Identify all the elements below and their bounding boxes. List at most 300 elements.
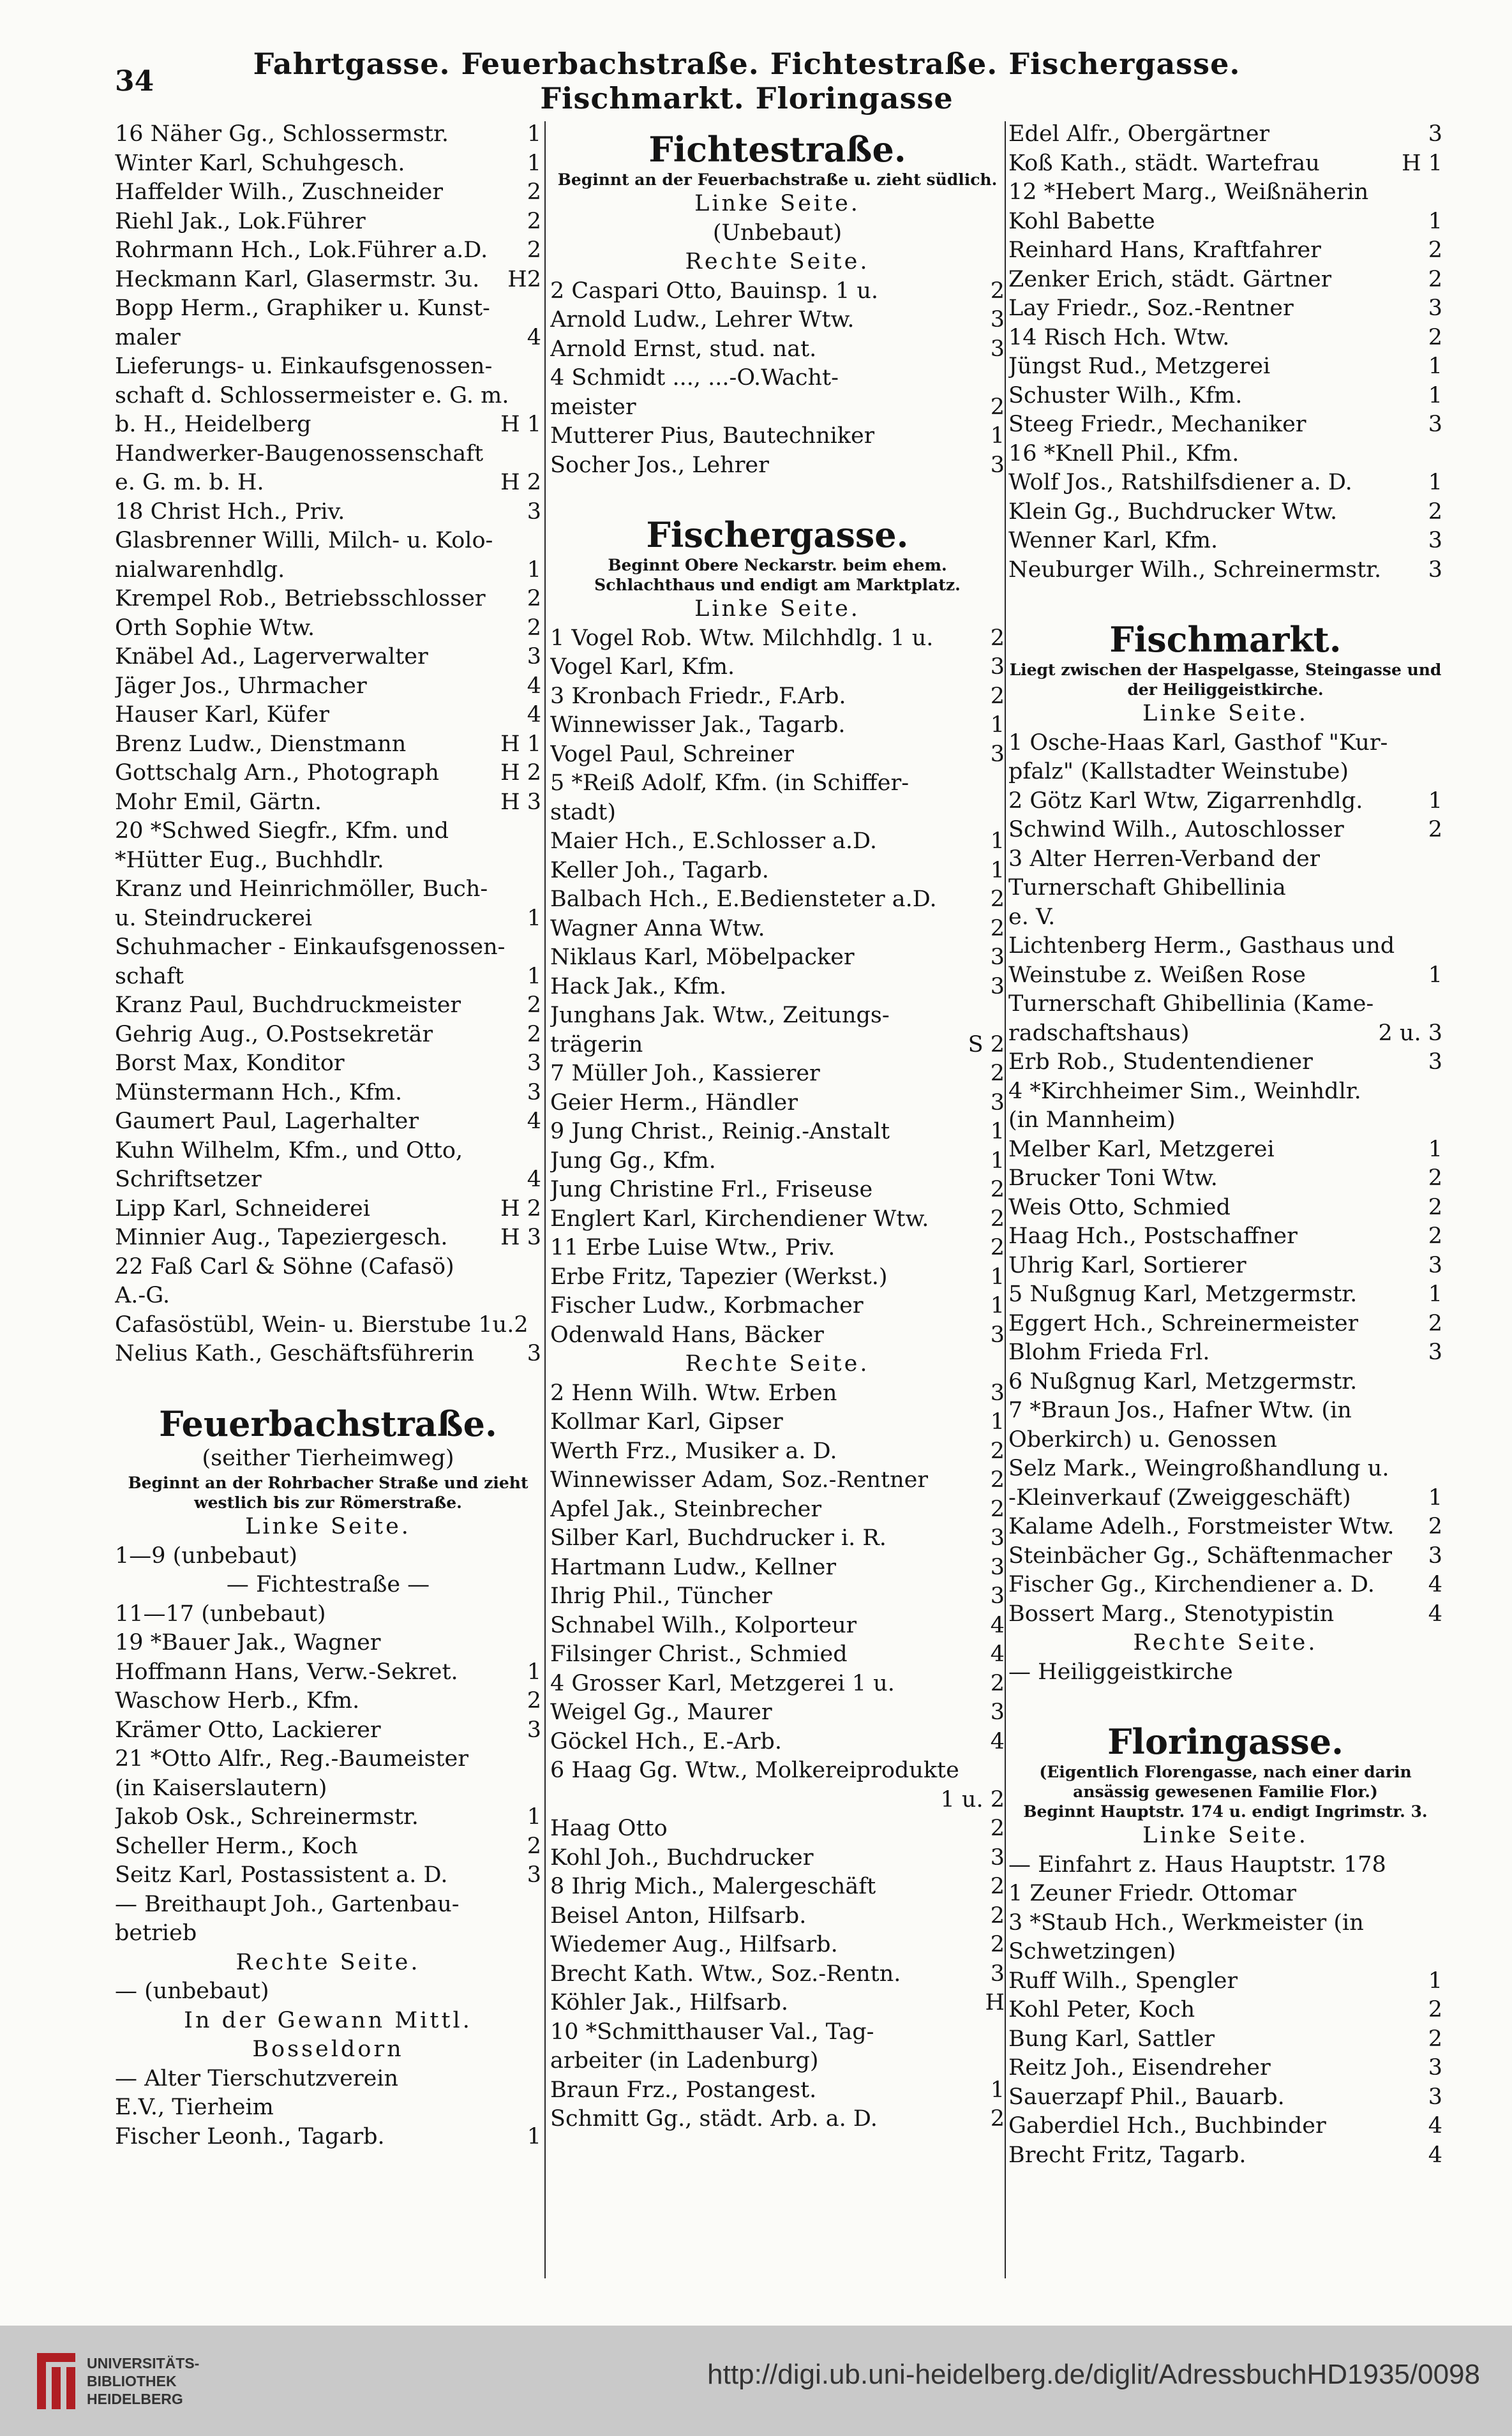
spacer	[1008, 1687, 1442, 1712]
entry-text: 7 *Braun Jos., Hafner Wtw. (in	[1008, 1398, 1352, 1423]
entry-text: Socher Jos., Lehrer	[550, 452, 769, 478]
directory-entry	[1008, 1135, 1442, 1165]
entry-text: schaft d. Schlossermeister e. G. m.	[115, 382, 509, 408]
floor-number	[1436, 1909, 1442, 1938]
entry-text: Mutterer Pius, Bautechniker	[550, 423, 875, 449]
floor-number: 2	[990, 1496, 1005, 1522]
directory-entry	[115, 1977, 541, 2006]
floor-number	[535, 1977, 541, 2006]
directory-entry	[115, 1165, 541, 1195]
directory-entry	[550, 711, 1005, 740]
entry-text: Selz Mark., Weingroßhandlung u.	[1008, 1456, 1389, 1481]
entry-text: — Einfahrt z. Haus Hauptstr. 178	[1008, 1851, 1386, 1878]
entry-text: Scheller Herm., Koch	[115, 1833, 358, 1859]
floor-number	[535, 933, 541, 962]
directory-entry	[1008, 1019, 1442, 1049]
entry-text: — Heiliggeistkirche	[1008, 1659, 1233, 1685]
street-note: Beginnt Hauptstr. 174 u. endigt Ingrimstr. 3.	[1023, 1802, 1428, 1821]
floor-number: 3	[990, 1525, 1005, 1551]
entry-text: Brenz Ludw., Dienstmann	[115, 731, 407, 757]
entry-text: 20 *Schwed Siegfr., Kfm. und	[115, 818, 449, 844]
entry-text: Brucker Toni Wtw.	[1008, 1165, 1218, 1191]
centered-line: — Fichtestraße —	[226, 1572, 430, 1597]
entry-text: 16 Näher Gg., Schlossermstr.	[115, 121, 449, 147]
entry-text: meister	[550, 394, 636, 420]
entry-text: Borst Max, Konditor	[115, 1050, 345, 1076]
entry-text: 11—17 (unbebaut)	[115, 1601, 326, 1627]
side-label: Linke Seite.	[694, 596, 860, 622]
entry-text: Münstermann Hch., Kfm.	[115, 1079, 403, 1105]
entry-text: Haffelder Wilh., Zuschneider	[115, 179, 444, 205]
floor-number: 3	[527, 1717, 541, 1743]
entry-text: Lichtenberg Herm., Gasthaus und	[1008, 933, 1395, 959]
directory-entry	[550, 1872, 1005, 1902]
logo-line-2: BIBLIOTHEK	[87, 2372, 177, 2389]
floor-number: 1	[527, 557, 541, 583]
entry-text: Heckmann Karl, Glasermstr. 3u.	[115, 266, 480, 292]
floor-number: 3	[990, 1700, 1005, 1725]
floor-number: 1	[990, 1409, 1005, 1435]
entry-text: Oberkirch) u. Genossen	[1008, 1426, 1277, 1453]
directory-entry	[1008, 1513, 1442, 1542]
directory-entry	[115, 265, 541, 295]
directory-entry	[550, 1640, 1005, 1670]
floor-number	[1436, 1879, 1442, 1909]
entry-text: Fischer Ludw., Korbmacher	[550, 1293, 864, 1319]
directory-entry	[1008, 1967, 1442, 1996]
entry-text: Uhrig Karl, Sortierer	[1008, 1252, 1246, 1278]
floor-number	[535, 1542, 541, 1571]
directory-entry	[115, 1803, 541, 1832]
floor-number: 1	[1428, 1282, 1442, 1307]
directory-entry	[550, 1379, 1005, 1409]
directory-entry	[115, 1774, 541, 1804]
entry-text: Arnold Ernst, stud. nat.	[550, 336, 817, 362]
floor-number: 1	[1428, 962, 1442, 988]
floor-number	[535, 1774, 541, 1804]
directory-entry	[115, 1107, 541, 1137]
directory-entry	[1008, 2054, 1442, 2083]
floor-number: 1 u. 2	[940, 1786, 1005, 1812]
entry-text: e. V.	[1008, 904, 1056, 930]
floor-number: 2	[1428, 324, 1442, 350]
floor-number	[998, 2018, 1005, 2047]
floor-number: 1	[1428, 1968, 1442, 1994]
floor-number	[535, 382, 541, 411]
entry-text: Hack Jak., Kfm.	[550, 973, 727, 999]
floor-number: S 2	[968, 1031, 1005, 1057]
entry-text: 4 Schmidt ..., ...-O.Wacht-	[550, 365, 839, 391]
floor-number: 2	[990, 1061, 1005, 1086]
entry-text: E.V., Tierheim	[115, 2095, 274, 2120]
directory-entry	[1008, 352, 1442, 382]
floor-number: 2	[527, 208, 541, 234]
entry-text: Beisel Anton, Hilfsarb.	[550, 1902, 807, 1929]
floor-number	[1436, 729, 1442, 758]
entry-text: 12 *Hebert Marg., Weißnäherin	[1008, 179, 1369, 205]
directory-entry	[1008, 1571, 1442, 1600]
directory-entry	[550, 1728, 1005, 1757]
entry-text: 10 *Schmitthauser Val., Tag-	[550, 2019, 874, 2045]
floor-number	[535, 294, 541, 324]
floor-number: 1	[990, 2077, 1005, 2103]
entry-text: Reinhard Hans, Kraftfahrer	[1008, 237, 1321, 263]
floor-number: 3	[1428, 528, 1442, 553]
directory-entry	[550, 943, 1005, 973]
floor-number	[535, 2065, 541, 2094]
floor-number: 3	[990, 1844, 1005, 1871]
entry-text: (in Mannheim)	[1008, 1107, 1176, 1133]
entry-text: Kalame Adelh., Forstmeister Wtw.	[1008, 1514, 1395, 1539]
directory-entry	[550, 393, 1005, 422]
directory-entry	[550, 1670, 1005, 1699]
directory-entry	[1008, 527, 1442, 556]
entry-text: Braun Frz., Postangest.	[550, 2077, 817, 2103]
entry-text: Balbach Hch., E.Bediensteter a.D.	[550, 886, 937, 912]
entry-text: Melber Karl, Metzgerei	[1008, 1136, 1275, 1162]
entry-text: Jung Christine Frl., Friseuse	[550, 1177, 873, 1202]
directory-entry	[1008, 1879, 1442, 1909]
entry-text: 11 Erbe Luise Wtw., Priv.	[550, 1235, 835, 1260]
directory-entry	[1008, 787, 1442, 816]
directory-entry	[115, 149, 541, 179]
directory-entry	[550, 1117, 1005, 1147]
entry-text: Geier Herm., Händler	[550, 1089, 798, 1116]
floor-number: 2	[527, 586, 541, 611]
floor-number	[1436, 990, 1442, 1019]
logo-line-3: HEIDELBERG	[87, 2390, 183, 2407]
directory-entry	[1008, 1338, 1442, 1368]
floor-number	[1436, 440, 1442, 469]
floor-number: 3	[1428, 412, 1442, 437]
floor-number: 3	[527, 1862, 541, 1888]
directory-entry	[115, 1890, 541, 1920]
floor-number: 2	[990, 1206, 1005, 1232]
source-url-link[interactable]: http://digi.ub.uni-heidelberg.de/diglit/AdressbuchHD1935/0098	[707, 2359, 1480, 2390]
directory-entry	[115, 904, 541, 934]
floor-number: H 3	[500, 1225, 541, 1250]
entry-text: Silber Karl, Buchdrucker i. R.	[550, 1525, 887, 1551]
entry-text: Fischer Gg., Kirchendiener a. D.	[1008, 1572, 1375, 1597]
column-rule-2	[1005, 121, 1006, 2278]
directory-entry	[115, 1020, 541, 1050]
floor-number	[998, 798, 1005, 828]
entry-text: Werth Frz., Musiker a. D.	[550, 1438, 837, 1464]
directory-entry	[115, 1745, 541, 1774]
directory-entry	[115, 468, 541, 498]
directory-entry	[550, 827, 1005, 856]
floor-number: 1	[527, 905, 541, 931]
floor-number: 3	[1428, 1543, 1442, 1569]
entry-text: 2 Götz Karl Wtw, Zigarrenhdlg.	[1008, 788, 1363, 814]
floor-number: 3	[990, 1380, 1005, 1406]
entry-text: 5 Nußgnug Karl, Metzgermstr.	[1008, 1282, 1358, 1307]
entry-text: 16 *Knell Phil., Kfm.	[1008, 440, 1239, 467]
floor-number: 1	[527, 121, 541, 147]
directory-entry	[1008, 990, 1442, 1019]
side-label: Linke Seite.	[245, 1514, 411, 1539]
entry-text: Steinbächer Gg., Schäftenmacher	[1008, 1543, 1393, 1569]
directory-entry	[550, 1031, 1005, 1060]
entry-text: Vogel Paul, Schreiner	[550, 741, 795, 767]
entry-text: Wiedemer Aug., Hilfsarb.	[550, 1932, 838, 1957]
floor-number: 3	[1428, 557, 1442, 583]
floor-number	[1436, 874, 1442, 903]
directory-entry	[115, 1223, 541, 1253]
directory-entry	[115, 759, 541, 788]
floor-number: 3	[990, 452, 1005, 478]
entry-text: Erbe Fritz, Tapezier (Werkst.)	[550, 1264, 888, 1290]
entry-text: Jakob Osk., Schreinermstr.	[115, 1804, 419, 1830]
floor-number: 2	[1428, 1194, 1442, 1220]
entry-text: Winter Karl, Schuhgesch.	[115, 150, 405, 176]
entry-text: Minnier Aug., Tapeziergesch.	[115, 1225, 448, 1250]
entry-text: Junghans Jak. Wtw., Zeitungs-	[550, 1003, 890, 1028]
directory-entry	[115, 1340, 541, 1369]
directory-entry	[115, 2093, 541, 2123]
directory-entry	[1008, 2025, 1442, 2054]
directory-entry	[115, 701, 541, 730]
directory-entry	[1008, 1368, 1442, 1397]
entry-text: Handwerker-Baugenossenschaft	[115, 440, 484, 467]
directory-entry	[1008, 729, 1442, 758]
entry-text: trägerin	[550, 1031, 643, 1057]
entry-text: Hauser Karl, Küfer	[115, 702, 329, 728]
entry-text: 2 Henn Wilh. Wtw. Erben	[550, 1380, 837, 1406]
directory-entry	[1008, 1310, 1442, 1339]
directory-entry	[115, 585, 541, 614]
directory-entry	[115, 643, 541, 672]
floor-number: 4	[527, 1109, 541, 1134]
directory-entry	[115, 846, 541, 876]
directory-entry	[1008, 1454, 1442, 1484]
floor-number: 2	[1428, 237, 1442, 263]
directory-entry	[550, 1960, 1005, 1989]
floor-number: 1	[990, 423, 1005, 449]
entry-text: Fischer Leonh., Tagarb.	[115, 2123, 385, 2149]
entry-text: stadt)	[550, 799, 617, 825]
floor-number: 1	[1428, 382, 1442, 408]
entry-text: Niklaus Karl, Möbelpacker	[550, 945, 855, 970]
entry-text: 19 *Bauer Jak., Wagner	[115, 1630, 381, 1655]
directory-entry	[1008, 1106, 1442, 1135]
directory-entry	[115, 440, 541, 469]
floor-number: 2	[1428, 1514, 1442, 1539]
floor-number: 2	[527, 1021, 541, 1047]
entry-text: Gaberdiel Hch., Buchbinder	[1008, 2113, 1326, 2139]
floor-number	[535, 1137, 541, 1166]
running-title: Fahrtgasse. Feuerbachstraße. Fichtestraße. Fischergasse. Fischmarkt. Floringasse	[253, 47, 1241, 116]
street-heading: Floringasse.	[1107, 1721, 1344, 1762]
floor-number: 4	[527, 1167, 541, 1192]
floor-number: 3	[990, 973, 1005, 999]
directory-entry	[550, 1408, 1005, 1437]
page-header	[115, 47, 1302, 116]
directory-entry	[1008, 149, 1442, 179]
street-note: Beginnt Obere Neckarstr. beim ehem. Schlachthaus und endigt am Marktplatz.	[594, 556, 961, 594]
floor-number: 2	[990, 1816, 1005, 1841]
floor-number: 4	[527, 702, 541, 728]
floor-number: H 1	[1402, 150, 1442, 176]
floor-number: 1	[1428, 354, 1442, 379]
entry-text: Bossert Marg., Stenotypistin	[1008, 1601, 1335, 1627]
entry-text: 22 Faß Carl & Söhne (Cafasö)	[115, 1253, 454, 1280]
floor-number: 2	[990, 1177, 1005, 1202]
entry-text: 6 Haag Gg. Wtw., Molkereiprodukte	[550, 1758, 959, 1783]
directory-entry	[550, 1001, 1005, 1031]
floor-number: 2	[990, 1874, 1005, 1899]
side-label: Linke Seite.	[1142, 701, 1308, 726]
entry-text: Schuster Wilh., Kfm.	[1008, 382, 1243, 408]
entry-text: Maier Hch., E.Schlosser a.D.	[550, 828, 877, 854]
entry-text: Winnewisser Jak., Tagarb.	[550, 712, 846, 738]
directory-entry	[115, 817, 541, 846]
floor-number	[1436, 1426, 1442, 1455]
directory-entry	[115, 1629, 541, 1658]
directory-entry	[550, 1089, 1005, 1118]
floor-number: 4	[1428, 1572, 1442, 1597]
floor-number: 1	[990, 1119, 1005, 1144]
directory-entry	[115, 527, 541, 556]
entry-text: Brecht Kath. Wtw., Soz.-Rentn.	[550, 1961, 901, 1987]
directory-entry	[1008, 961, 1442, 990]
floor-number	[535, 1745, 541, 1774]
entry-text: Turnerschaft Ghibellinia	[1008, 875, 1286, 900]
floor-number: 3	[527, 498, 541, 525]
floor-number	[1436, 1938, 1442, 1967]
entry-text: A.-G.	[115, 1283, 170, 1308]
floor-number: 4	[990, 1612, 1005, 1638]
entry-text: Schuhmacher - Einkaufsgenossen-	[115, 934, 505, 960]
entry-text: Schwetzingen)	[1008, 1939, 1176, 1964]
floor-number	[1436, 1396, 1442, 1426]
floor-number: 3	[1428, 1252, 1442, 1278]
entry-text: Wenner Karl, Kfm.	[1008, 528, 1218, 553]
directory-entry	[115, 1832, 541, 1862]
floor-number: 2	[990, 625, 1005, 651]
directory-entry	[115, 1716, 541, 1745]
floor-number: 2	[527, 237, 541, 263]
page-number: 34	[115, 64, 154, 98]
entry-text: Köhler Jak., Hilfsarb.	[550, 1990, 789, 2015]
entry-text: Schmitt Gg., städt. Arb. a. D.	[550, 2106, 878, 2132]
entry-text: 3 *Staub Hch., Werkmeister (in	[1008, 1909, 1364, 1936]
floor-number	[998, 1001, 1005, 1031]
entry-text: 5 *Reiß Adolf, Kfm. (in Schiffer-	[550, 770, 909, 796]
floor-number: 2	[990, 1438, 1005, 1464]
entry-text: Gaumert Paul, Lagerhalter	[115, 1109, 419, 1134]
floor-number: 2	[1428, 817, 1442, 842]
entry-text: Reitz Joh., Eisendreher	[1008, 2055, 1271, 2081]
entry-text: radschaftshaus)	[1008, 1020, 1190, 1046]
floor-number: 4	[990, 1728, 1005, 1754]
entry-text: Gottschalg Arn., Photograph	[115, 760, 440, 786]
directory-entry	[550, 422, 1005, 451]
floor-number: H 2	[500, 760, 541, 786]
entry-text: Ihrig Phil., Tüncher	[550, 1583, 772, 1609]
floor-number: 3	[527, 1341, 541, 1366]
column-3	[1008, 120, 1442, 2283]
directory-entry	[1008, 498, 1442, 527]
entry-text: Jüngst Rud., Metzgerei	[1008, 354, 1271, 379]
floor-number: 1	[1428, 788, 1442, 814]
directory-entry	[1008, 120, 1442, 149]
floor-number	[1436, 932, 1442, 961]
entry-text: Zenker Erich, städt. Gärtner	[1008, 266, 1332, 292]
floor-number: H2	[507, 266, 541, 292]
entry-text: Steeg Friedr., Mechaniker	[1008, 412, 1306, 437]
directory-entry	[550, 1553, 1005, 1583]
entry-text: 3 Alter Herren-Verband der	[1008, 846, 1321, 872]
entry-text: schaft	[115, 963, 184, 989]
directory-entry	[550, 1321, 1005, 1350]
directory-entry	[1008, 874, 1442, 903]
directory-entry	[1008, 207, 1442, 237]
directory-entry	[1008, 1996, 1442, 2025]
floor-number	[1436, 1658, 1442, 1687]
directory-entry	[115, 1195, 541, 1224]
entry-text: Lieferungs- u. Einkaufsgenossen-	[115, 354, 493, 379]
directory-entry	[115, 1079, 541, 1108]
floor-number: 1	[527, 1659, 541, 1685]
street-note: Beginnt an der Rohrbacher Straße und zieht westlich bis zur Römerstraße.	[128, 1474, 528, 1512]
directory-entry	[550, 1059, 1005, 1089]
floor-number: 2	[990, 2106, 1005, 2132]
entry-text: 4 Grosser Karl, Metzgerei 1 u.	[550, 1670, 895, 1696]
directory-entry	[550, 2105, 1005, 2134]
directory-entry	[550, 1786, 1005, 1815]
entry-text: Blohm Frieda Frl.	[1008, 1340, 1210, 1365]
entry-text: 6 Nußgnug Karl, Metzgermstr.	[1008, 1368, 1358, 1394]
entry-text: Lay Friedr., Soz.-Rentner	[1008, 295, 1294, 321]
directory-entry	[550, 624, 1005, 654]
side-label: Linke Seite.	[1142, 1823, 1308, 1848]
entry-text: Göckel Hch., E.-Arb.	[550, 1728, 782, 1754]
directory-entry	[550, 306, 1005, 335]
directory-entry	[550, 451, 1005, 481]
directory-entry	[115, 933, 541, 962]
entry-text: Kranz und Heinrichmöller, Buch-	[115, 876, 488, 902]
floor-number	[1436, 1368, 1442, 1397]
directory-entry	[550, 798, 1005, 828]
entry-text: Wolf Jos., Ratshilfsdiener a. D.	[1008, 470, 1352, 495]
floor-number: 3	[527, 1079, 541, 1105]
entry-text: 14 Risch Hch. Wtw.	[1008, 324, 1230, 350]
floor-number: 3	[990, 336, 1005, 362]
floor-number	[535, 352, 541, 382]
floor-number: 1	[527, 2123, 541, 2149]
spacer	[115, 1369, 541, 1394]
directory-entry	[550, 2076, 1005, 2105]
floor-number: 1	[1428, 208, 1442, 234]
floor-number	[535, 1629, 541, 1658]
directory-entry	[115, 875, 541, 904]
directory-entry	[550, 856, 1005, 886]
entry-text: 1 Osche-Haas Karl, Gasthof "Kur-	[1008, 729, 1388, 756]
directory-entry	[115, 1861, 541, 1890]
floor-number: 2	[1428, 1310, 1442, 1336]
directory-entry	[115, 207, 541, 237]
entry-text: Sauerzapf Phil., Bauarb.	[1008, 2084, 1285, 2110]
floor-number: H 2	[500, 1195, 541, 1222]
floor-number	[535, 846, 541, 876]
floor-number	[1436, 903, 1442, 932]
floor-number: 1	[1428, 1484, 1442, 1511]
floor-number: 3	[1428, 1340, 1442, 1365]
directory-entry	[550, 364, 1005, 393]
entry-text: 4 *Kirchheimer Sim., Weinhdlr.	[1008, 1078, 1361, 1104]
floor-number	[1436, 758, 1442, 787]
